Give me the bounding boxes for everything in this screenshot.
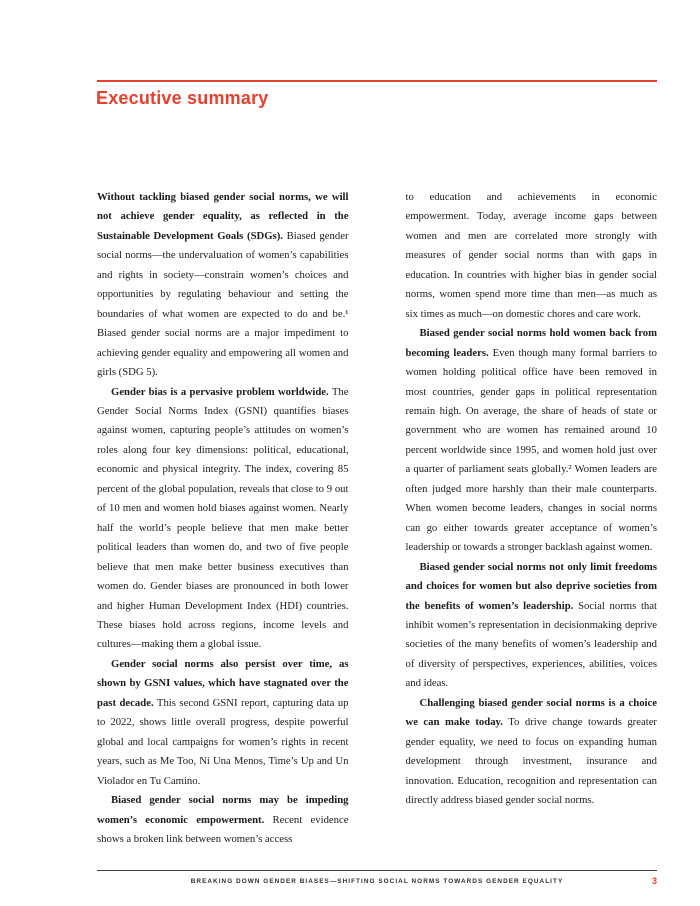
paragraph-text: Biased gender social norms—the undervaluation of women’s capabilities and rights in society—constrain women’s choices and opportunities by regulating behaviour and setting the boundaries of what women are expected to do and be.¹ Biased gender social norms are a major impediment to achieving gender equality and empowering all women and girls (SDG 5). [97, 229, 349, 379]
paragraph-text: The Gender Social Norms Index (GSNI) quantifies biases against women, capturing people’s attitudes on women’s roles along four key dimensions: political, educational, economic and physical integrity. The index, covering 85 percent of the global population, reveals that close to 9 out of 10 men and women hold biases against women. Nearly half the world’s people believe that men make better political leaders than women do, and two of five people believe that men make better business executives than women do. Gender biases are pronounced in both lower and higher Human Development Index (HDI) countries. These biases hold across regions, income levels and cultures—making them a global issue. [97, 385, 349, 651]
paragraph-lead: Without tackling biased gender social norms, we will not achieve gender equality, as reflected in the Sustainable Development Goals (SDGs). [97, 191, 349, 242]
running-title: BREAKING DOWN GENDER BIASES—SHIFTING SOCIAL NORMS TOWARDS GENDER EQUALITY [190, 878, 564, 885]
paragraph [97, 655, 349, 791]
paragraph-text: Even though many formal barriers to women holding political office have been removed in most countries, gender gaps in political representation remain high. On average, the share of heads of state or government who are women has remained around 10 percent worldwide since 1995, and women hold just over a quarter of parliament seats globally.² Women leaders are often judged more harshly than their male counterparts. When women become leaders, changes in social norms can go either towards greater acceptance of women’s leadership or towards a stronger backlash against women. [405, 346, 657, 554]
paragraph [406, 188, 658, 324]
paragraph-text: To drive change towards greater gender equality, we need to focus on expanding human development through investment, insurance and innovation. Education, recognition and representation can directly address biased gender social norms. [405, 716, 657, 807]
paragraph-lead: Challenging biased gender social norms is a choice we can make today. [405, 696, 657, 729]
paragraph [406, 324, 658, 557]
body-content [97, 188, 657, 849]
page-number: 3 [651, 876, 657, 886]
paragraph [406, 694, 658, 811]
paragraph [97, 188, 349, 383]
footer-rule [97, 870, 657, 871]
page-footer [97, 878, 657, 885]
paragraph-lead: Biased gender social norms hold women back from becoming leaders. [405, 327, 657, 359]
paragraph-lead: Gender social norms also persist over time, as shown by GSNI values, which have stagnated over the past decade. [97, 657, 349, 709]
right-column [406, 188, 658, 849]
paragraph-text: Social norms that inhibit women’s representation in decisionmaking deprive societies of the many benefits of women’s leadership and of diversity of perspectives, experiences, abilities, voices and ideas. [405, 599, 657, 690]
paragraph-lead: Biased gender social norms not only limit freedoms and choices for women but also deprive societies from the benefits of women’s leadership. [405, 560, 657, 612]
paragraph-text: This second GSNI report, capturing data up to 2022, shows little overall progress, despite powerful global and local campaigns for women’s rights in recent years, such as Me Too, Ni Una Menos, Time’s Up and Un Violador en Tu Camino. [97, 696, 349, 787]
paragraph-lead: Biased gender social norms may be impeding women’s economic empowerment. [97, 794, 349, 826]
top-rule [97, 80, 657, 82]
left-column [97, 188, 349, 849]
paragraph-lead: Gender bias is a pervasive problem worldwide. [111, 385, 329, 398]
page-title: Executive summary [96, 88, 269, 108]
paragraph-text: Recent evidence shows a broken link between women’s access [97, 813, 349, 845]
paragraph-text: to education and achievements in economic empowerment. Today, average income gaps between women and men are correlated more strongly with measures of gender social norms than with gaps in education. In countries with higher bias in gender social norms, women spend more time than men—as much as six times as much—on domestic chores and care work. [405, 191, 657, 320]
paragraph [97, 383, 349, 655]
paragraph [97, 791, 349, 849]
paragraph [406, 558, 658, 694]
